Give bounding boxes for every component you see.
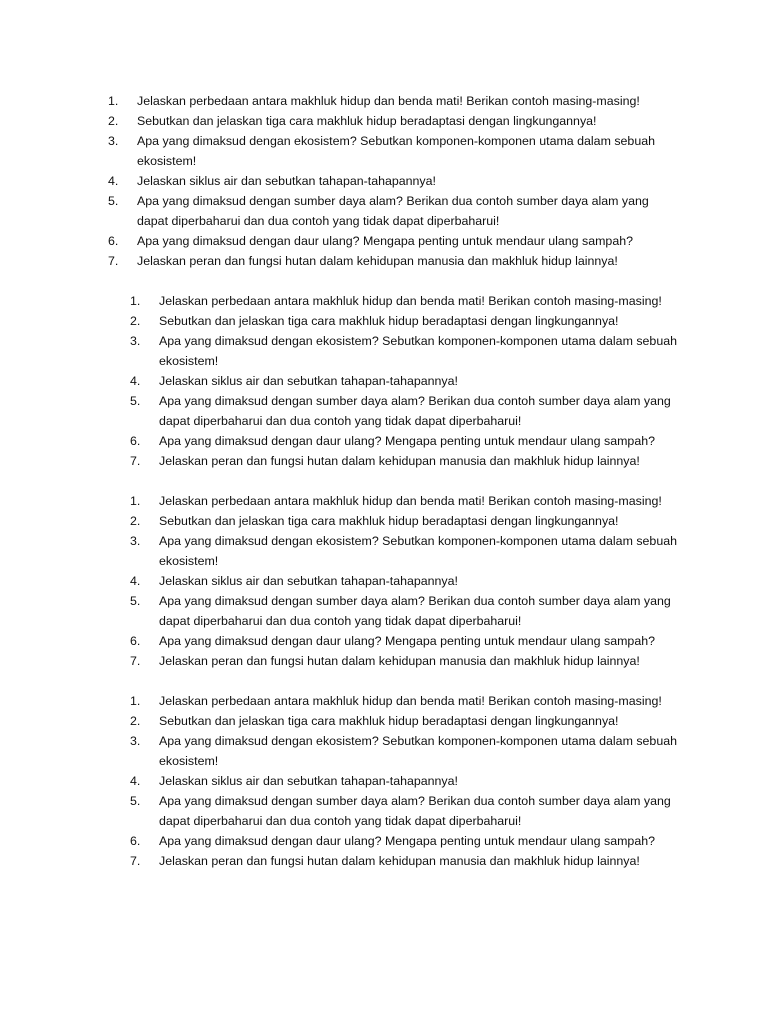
list-item: [130, 771, 690, 791]
item-number: 6.: [130, 834, 141, 848]
item-text: Sebutkan dan jelaskan tiga cara makhluk hidup beradaptasi dengan lingkungannya!: [159, 714, 619, 728]
item-number: 7.: [130, 454, 141, 468]
list-item: [130, 591, 690, 631]
item-number: 5.: [130, 594, 141, 608]
question-list-1: [108, 91, 668, 271]
list-item: [130, 791, 690, 831]
item-text: Jelaskan perbedaan antara makhluk hidup dan benda mati! Berikan contoh masing-masing!: [137, 94, 640, 108]
item-number: 4.: [130, 574, 141, 588]
item-number: 3.: [130, 734, 141, 748]
item-number: 1.: [130, 494, 141, 508]
item-text: Apa yang dimaksud dengan ekosistem? Sebutkan komponen-komponen utama dalam sebuah ekosistem!: [137, 134, 655, 168]
item-text: Apa yang dimaksud dengan sumber daya alam? Berikan dua contoh sumber daya alam yang dapat diperbaharui dan dua contoh yang tidak dapat diperbaharui!: [159, 794, 671, 828]
list-item: [108, 111, 668, 131]
list-item: [108, 131, 668, 171]
item-number: 7.: [130, 854, 141, 868]
item-number: 2.: [130, 514, 141, 528]
item-text: Sebutkan dan jelaskan tiga cara makhluk hidup beradaptasi dengan lingkungannya!: [137, 114, 597, 128]
item-number: 4.: [108, 174, 119, 188]
item-number: 4.: [130, 374, 141, 388]
list-item: [130, 391, 690, 431]
item-text: Jelaskan peran dan fungsi hutan dalam kehidupan manusia dan makhluk hidup lainnya!: [159, 454, 640, 468]
list-item: [130, 651, 690, 671]
item-number: 6.: [130, 634, 141, 648]
list-item: [108, 191, 668, 231]
list-item: [130, 371, 690, 391]
item-text: Apa yang dimaksud dengan sumber daya alam? Berikan dua contoh sumber daya alam yang dapat diperbaharui dan dua contoh yang tidak dapat diperbaharui!: [159, 594, 671, 628]
item-number: 7.: [108, 254, 119, 268]
list-item: [130, 831, 690, 851]
item-number: 1.: [130, 294, 141, 308]
list-item: [130, 731, 690, 771]
item-number: 1.: [130, 694, 141, 708]
item-text: Jelaskan perbedaan antara makhluk hidup dan benda mati! Berikan contoh masing-masing!: [159, 294, 662, 308]
list-item: [130, 291, 690, 311]
list-item: [130, 631, 690, 651]
item-text: Apa yang dimaksud dengan sumber daya alam? Berikan dua contoh sumber daya alam yang dapat diperbaharui dan dua contoh yang tidak dapat diperbaharui!: [137, 194, 649, 228]
item-number: 7.: [130, 654, 141, 668]
item-number: 1.: [108, 94, 119, 108]
item-text: Apa yang dimaksud dengan daur ulang? Mengapa penting untuk mendaur ulang sampah?: [159, 834, 655, 848]
question-list-4: [130, 691, 690, 871]
list-item: [130, 511, 690, 531]
list-item: [130, 531, 690, 571]
list-item: [130, 331, 690, 371]
item-number: 3.: [130, 534, 141, 548]
item-number: 3.: [130, 334, 141, 348]
item-text: Jelaskan peran dan fungsi hutan dalam kehidupan manusia dan makhluk hidup lainnya!: [159, 654, 640, 668]
item-text: Apa yang dimaksud dengan daur ulang? Mengapa penting untuk mendaur ulang sampah?: [159, 434, 655, 448]
item-number: 4.: [130, 774, 141, 788]
item-text: Apa yang dimaksud dengan sumber daya alam? Berikan dua contoh sumber daya alam yang dapat diperbaharui dan dua contoh yang tidak dapat diperbaharui!: [159, 394, 671, 428]
list-item: [130, 491, 690, 511]
item-number: 6.: [130, 434, 141, 448]
item-text: Jelaskan siklus air dan sebutkan tahapan-tahapannya!: [159, 574, 458, 588]
item-text: Apa yang dimaksud dengan ekosistem? Sebutkan komponen-komponen utama dalam sebuah ekosistem!: [159, 534, 677, 568]
item-text: Jelaskan perbedaan antara makhluk hidup dan benda mati! Berikan contoh masing-masing!: [159, 494, 662, 508]
item-number: 2.: [130, 314, 141, 328]
question-list-3: [130, 491, 690, 671]
list-item: [130, 311, 690, 331]
item-text: Sebutkan dan jelaskan tiga cara makhluk hidup beradaptasi dengan lingkungannya!: [159, 314, 619, 328]
list-item: [130, 431, 690, 451]
item-text: Jelaskan peran dan fungsi hutan dalam kehidupan manusia dan makhluk hidup lainnya!: [137, 254, 618, 268]
list-item: [130, 711, 690, 731]
item-text: Jelaskan siklus air dan sebutkan tahapan-tahapannya!: [137, 174, 436, 188]
item-text: Apa yang dimaksud dengan ekosistem? Sebutkan komponen-komponen utama dalam sebuah ekosistem!: [159, 734, 677, 768]
item-number: 5.: [130, 794, 141, 808]
question-list-2: [130, 291, 690, 471]
item-text: Apa yang dimaksud dengan daur ulang? Mengapa penting untuk mendaur ulang sampah?: [159, 634, 655, 648]
item-text: Apa yang dimaksud dengan ekosistem? Sebutkan komponen-komponen utama dalam sebuah ekosistem!: [159, 334, 677, 368]
item-text: Sebutkan dan jelaskan tiga cara makhluk hidup beradaptasi dengan lingkungannya!: [159, 514, 619, 528]
item-text: Jelaskan siklus air dan sebutkan tahapan-tahapannya!: [159, 374, 458, 388]
item-number: 2.: [108, 114, 119, 128]
item-number: 6.: [108, 234, 119, 248]
list-item: [130, 851, 690, 871]
list-item: [108, 171, 668, 191]
list-item: [130, 451, 690, 471]
item-text: Apa yang dimaksud dengan daur ulang? Mengapa penting untuk mendaur ulang sampah?: [137, 234, 633, 248]
list-item: [108, 251, 668, 271]
list-item: [108, 231, 668, 251]
item-text: Jelaskan siklus air dan sebutkan tahapan-tahapannya!: [159, 774, 458, 788]
item-number: 2.: [130, 714, 141, 728]
item-number: 5.: [108, 194, 119, 208]
item-text: Jelaskan peran dan fungsi hutan dalam kehidupan manusia dan makhluk hidup lainnya!: [159, 854, 640, 868]
list-item: [108, 91, 668, 111]
list-item: [130, 691, 690, 711]
item-number: 3.: [108, 134, 119, 148]
item-number: 5.: [130, 394, 141, 408]
item-text: Jelaskan perbedaan antara makhluk hidup dan benda mati! Berikan contoh masing-masing!: [159, 694, 662, 708]
list-item: [130, 571, 690, 591]
